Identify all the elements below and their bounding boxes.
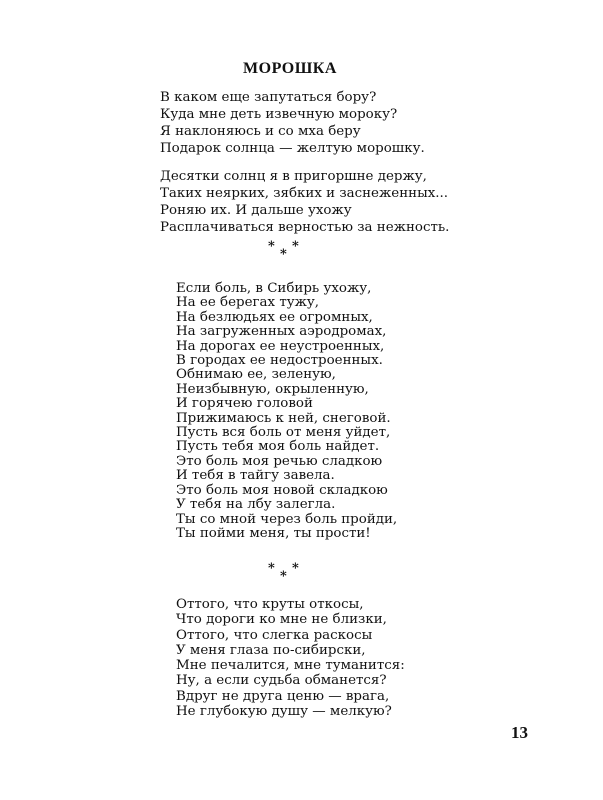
poem-line: Это боль моя новой складкою bbox=[176, 482, 388, 498]
page-number: 13 bbox=[511, 723, 528, 742]
poem-line: Оттого, что слегка раскосы bbox=[176, 627, 373, 643]
poem-line: Пусть тебя моя боль найдет. bbox=[176, 439, 380, 455]
asterism-separator bbox=[268, 562, 308, 584]
poem-line: Неизбывную, окрыленную, bbox=[176, 381, 369, 397]
asterisk: * bbox=[268, 239, 275, 254]
asterisk: * bbox=[280, 569, 287, 584]
poem-line: Оттого, что круты откосы, bbox=[176, 597, 364, 612]
poem-line: На дорогах ее неустроенных, bbox=[176, 338, 385, 354]
poem-line: Ты пойми меня, ты прости! bbox=[176, 525, 371, 541]
poem-line: Я наклоняюсь и со мха беру bbox=[160, 124, 361, 139]
poem-2 bbox=[176, 282, 397, 541]
poem-line: Это боль моя речью сладкою bbox=[176, 453, 383, 469]
asterisk: * bbox=[292, 239, 299, 254]
poem-line: Не глубокую душу — мелкую? bbox=[176, 704, 392, 720]
poem-line: Десятки солнц я в пригоршне держу, bbox=[160, 169, 427, 184]
poem-line: На ее берегах тужу, bbox=[176, 295, 320, 311]
poem-line: На безлюдьях ее огромных, bbox=[176, 309, 373, 325]
poem-line: Вдруг не друга ценю — врага, bbox=[176, 688, 390, 704]
poem-line: В каком еще запутаться бору? bbox=[160, 90, 377, 105]
poem-line: Прижимаюсь к ней, снеговой. bbox=[176, 410, 391, 426]
poem-line: Куда мне деть извечную мороку? bbox=[160, 107, 398, 122]
poem-3 bbox=[176, 597, 405, 719]
poem-line: Таких неярких, зябких и заснеженных... bbox=[160, 186, 449, 201]
asterisk: * bbox=[280, 247, 287, 262]
poem-line: Ты со мной через боль пройди, bbox=[176, 511, 398, 527]
poem-line: И горячею головой bbox=[176, 396, 313, 412]
asterisk: * bbox=[292, 561, 299, 576]
poem-line: Обнимаю ее, зеленую, bbox=[176, 367, 336, 383]
poem-line: Если боль, в Сибирь ухожу, bbox=[176, 281, 372, 296]
stanza-gap bbox=[160, 157, 449, 168]
poem-line: Подарок солнца — желтую морошку. bbox=[160, 141, 425, 156]
poem-line: Пусть вся боль от меня уйдет, bbox=[176, 425, 391, 441]
poem-title: МОРОШКА bbox=[243, 60, 337, 77]
poem-line: На загруженных аэродромах, bbox=[176, 324, 387, 340]
poem-line: В городах ее недостроенных. bbox=[176, 353, 383, 369]
poem-line: И тебя в тайгу завела. bbox=[176, 468, 335, 484]
poem-line: Роняю их. И дальше ухожу bbox=[160, 203, 352, 218]
poem-line: Что дороги ко мне не близки, bbox=[176, 612, 387, 628]
poem-line: У тебя на лбу залегла. bbox=[176, 497, 336, 513]
poem-line: У меня глаза по-сибирски, bbox=[176, 642, 366, 658]
poem-line: Ну, а если судьба обманется? bbox=[176, 673, 387, 689]
poem-line: Мне печалится, мне туманится: bbox=[176, 658, 405, 674]
poem-moroshka bbox=[160, 89, 449, 236]
poem-line: Расплачиваться верностью за нежность. bbox=[160, 220, 450, 235]
asterism-separator bbox=[268, 240, 308, 262]
asterisk: * bbox=[268, 561, 275, 576]
